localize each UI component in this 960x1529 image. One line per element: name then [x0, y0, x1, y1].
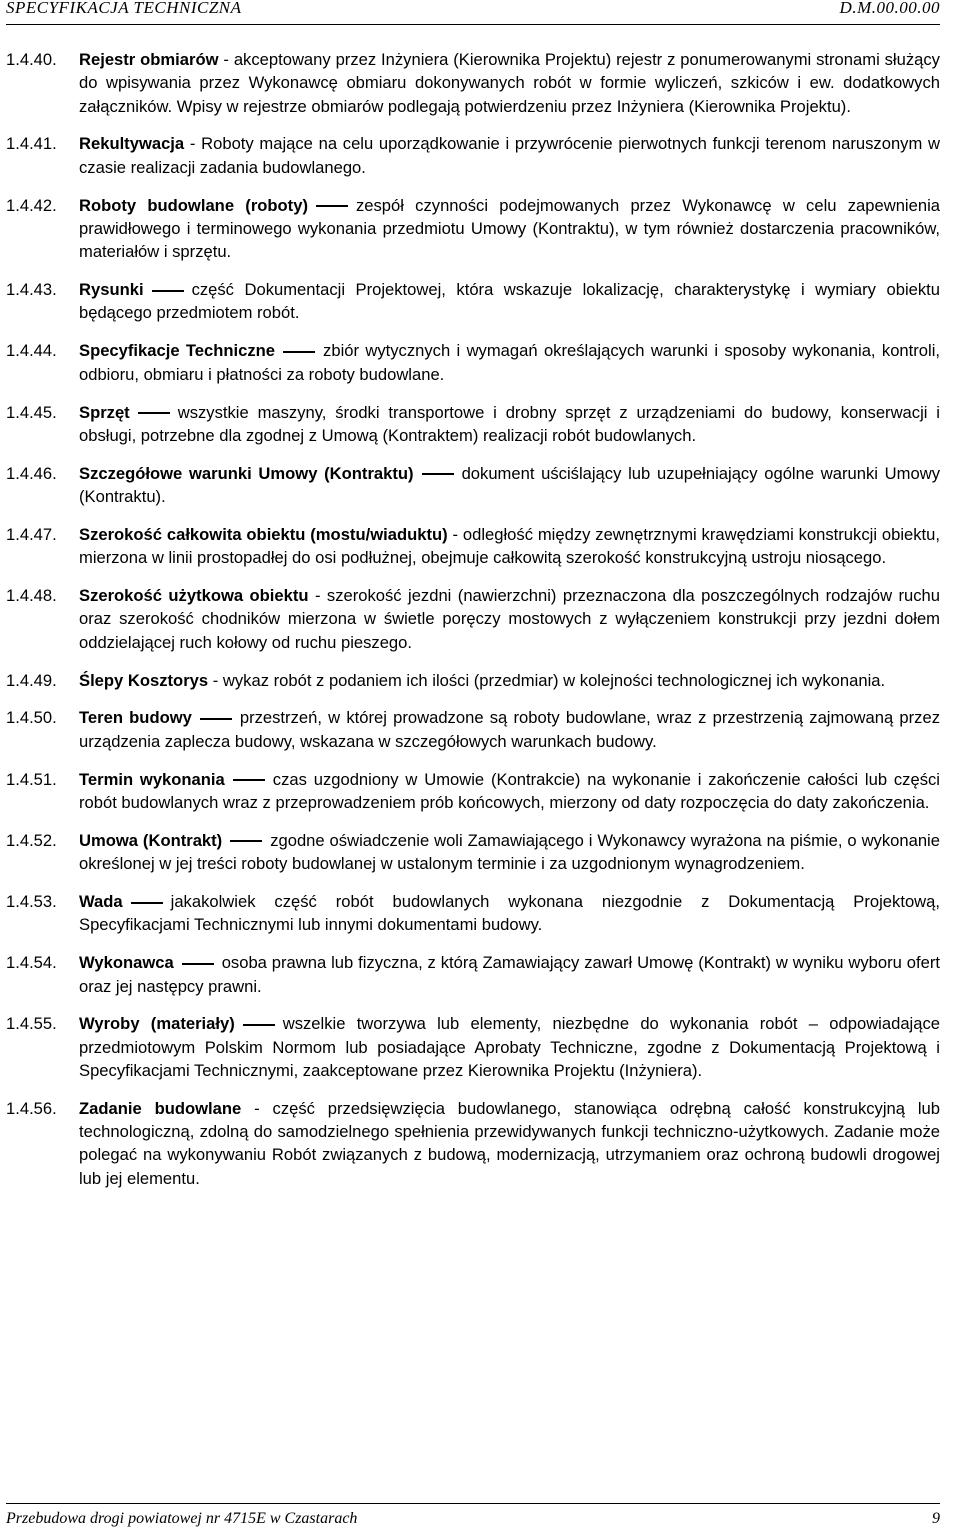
definition-term: Zadanie budowlane — [79, 1098, 242, 1118]
definition-number: 1.4.50. — [6, 708, 57, 728]
em-dash-separator — [138, 412, 170, 414]
hyphen-separator: - — [189, 134, 196, 154]
definition-number: 1.4.40. — [6, 50, 57, 69]
definition-text — [79, 584, 940, 654]
page-footer — [6, 1503, 940, 1527]
definition-text — [79, 401, 940, 448]
definition-term: Ślepy Kosztorys — [79, 670, 209, 690]
definition-body: część przedsięwzięcia budowlanego, stanowiąca odrębną całość konstrukcyjną lub technologiczną, zdolną do samodzielnego spełnienia przewidywanych funkcji techniczno-użytkowych. Zadanie może polegać na wykonywaniu Robót związanych z budową, modernizacją, utrzymaniem oraz ochroną budowli drogowej lub jej elementu. — [79, 1098, 940, 1188]
definition-text — [79, 462, 940, 509]
definition-number: 1.4.45. — [6, 402, 57, 422]
definition-body: jakakolwiek część robót budowlanych wykonana niezgodnie z Dokumentacją Projektową, Specyfikacjami Technicznymi lub innymi dokumentami budowy. — [79, 892, 940, 935]
definition-number: 1.4.56. — [6, 1098, 57, 1118]
definition-term: Wykonawca — [79, 953, 174, 973]
definition-body: część Dokumentacji Projektowej, która wskazuje lokalizację, charakterystykę i wymiary obiektu będącego przedmiotem robót. — [79, 280, 940, 323]
definition-body: przestrzeń, w której prowadzone są roboty budowlane, wraz z przestrzenią zajmowaną przez urządzenia zaplecza budowy, wskazana w szczegółowych warunkach budowy. — [79, 708, 940, 751]
em-dash-separator — [422, 473, 454, 475]
definition-term: Szerokość użytkowa obiektu — [79, 586, 309, 606]
definition-body: zespół czynności podejmowanych przez Wykonawcę w celu zapewnienia prawidłowego i terminowego wykonania przedmiotu Umowy (Kontraktu), w tym również dostarczenia pracowników, materiałów i sprzętu. — [79, 195, 940, 262]
hyphen-separator: - — [254, 1098, 260, 1118]
definition-item — [6, 1097, 940, 1190]
hyphen-separator: - — [212, 670, 219, 690]
em-dash-separator — [152, 290, 184, 292]
definition-number: 1.4.55. — [6, 1014, 57, 1034]
hyphen-separator: - — [452, 524, 459, 544]
definition-item — [6, 194, 940, 264]
definition-item — [6, 829, 940, 876]
definition-term: Rysunki — [79, 280, 144, 300]
em-dash-separator — [230, 840, 262, 842]
definition-term: Termin wykonania — [79, 769, 225, 789]
definition-item — [6, 584, 940, 654]
definition-term: Szerokość całkowita obiektu (mostu/wiaduktu) — [79, 524, 448, 544]
definition-body: czas uzgodniony w Umowie (Kontrakcie) na wykonanie i zakończenie całości lub części robót budowlanych wraz z przeprowadzeniem prób końcowych, mierzony od daty rozpoczęcia do daty zakończenia. — [79, 769, 940, 812]
em-dash-separator — [316, 205, 348, 207]
definition-term: Wyroby (materiały) — [79, 1014, 235, 1034]
em-dash-separator — [131, 902, 163, 904]
definition-term: Wada — [79, 892, 123, 912]
definition-text — [79, 278, 940, 325]
definition-item — [6, 951, 940, 998]
definition-item — [6, 401, 940, 448]
header-title: SPECYFIKACJA TECHNICZNA — [6, 0, 242, 17]
definition-term: Roboty budowlane (roboty) — [79, 195, 308, 215]
definition-number: 1.4.43. — [6, 280, 57, 300]
definition-item — [6, 768, 940, 815]
definition-text — [79, 829, 940, 876]
definition-number: 1.4.44. — [6, 341, 57, 361]
page-header — [6, 0, 940, 25]
definition-item — [6, 132, 940, 179]
em-dash-separator — [233, 779, 265, 781]
definitions-list — [6, 48, 940, 1205]
definition-text — [79, 48, 940, 118]
definition-number: 1.4.47. — [6, 524, 57, 544]
definition-body: szerokość jezdni (nawierzchni) przeznaczona dla poszczególnych rodzajów ruchu oraz szerokość chodników mierzona w świetle poręczy mostowych z wyłączeniem konstrukcji przy jezdni dołem oddzielającej ruch kołowy od ruchu pieszego. — [79, 586, 940, 652]
definition-term: Rejestr obmiarów — [79, 50, 219, 69]
definition-number: 1.4.48. — [6, 586, 57, 606]
em-dash-separator — [243, 1024, 275, 1026]
definition-body: zbiór wytycznych i wymagań określających warunki i sposoby wykonania, kontroli, odbioru, obmiaru i płatności za roboty budowlane. — [79, 341, 940, 384]
definition-term: Specyfikacje Techniczne — [79, 341, 276, 361]
definition-text — [79, 706, 940, 753]
hyphen-separator: - — [314, 586, 321, 606]
definition-item — [6, 462, 940, 509]
definition-item — [6, 669, 940, 692]
definition-text — [79, 523, 940, 570]
definition-number: 1.4.53. — [6, 892, 57, 912]
em-dash-separator — [182, 963, 214, 965]
definition-item — [6, 890, 940, 937]
definition-body: wykaz robót z podaniem ich ilości (przedmiar) w kolejności technologicznej ich wykonania. — [222, 670, 886, 690]
definition-body: wszystkie maszyny, środki transportowe i drobny sprzęt z urządzeniami do budowy, konserwacji i obsługi, potrzebne dla zgodnej z Umową (Kontraktem) realizacji robót budowlanych. — [79, 402, 940, 445]
definition-number: 1.4.49. — [6, 670, 57, 690]
definition-number: 1.4.54. — [6, 953, 57, 973]
definition-item — [6, 1012, 940, 1082]
definition-number: 1.4.42. — [6, 195, 57, 215]
definition-term: Rekultywacja — [79, 134, 185, 154]
page-number: 9 — [932, 1510, 940, 1527]
definition-body: osoba prawna lub fizyczna, z którą Zamawiający zawarł Umowę (Kontrakt) w wyniku wyboru ofert oraz jej następcy prawni. — [79, 953, 940, 996]
footer-title: Przebudowa drogi powiatowej nr 4715E w Czastarach — [6, 1510, 358, 1527]
definition-text — [79, 768, 940, 815]
definition-body: wszelkie tworzywa lub elementy, niezbędne do wykonania robót – odpowiadające przedmiotowym Polskim Normom lub posiadające Aprobaty Techniczne, zgodne z Dokumentacją Projektową i Specyfikacjami Technicznymi, zaakceptowane przez Kierownika Projektu (Inżyniera). — [79, 1014, 940, 1080]
definition-body: dokument uściślający lub uzupełniający ogólne warunki Umowy (Kontraktu). — [79, 463, 940, 507]
definition-text — [79, 1097, 940, 1190]
definition-item — [6, 278, 940, 325]
definition-term: Teren budowy — [79, 708, 192, 728]
definition-term: Szczegółowe warunki Umowy (Kontraktu) — [79, 463, 414, 483]
definition-text — [79, 951, 940, 998]
hyphen-separator: - — [223, 50, 229, 69]
em-dash-separator — [283, 351, 315, 353]
definition-number: 1.4.51. — [6, 769, 57, 789]
definition-item — [6, 706, 940, 753]
definition-number: 1.4.46. — [6, 463, 57, 483]
definition-text — [79, 890, 940, 937]
definition-body: Roboty mające na celu uporządkowanie i przywrócenie pierwotnych funkcji terenom naruszonym w czasie realizacji zadania budowlanego. — [79, 134, 940, 177]
definition-body: zgodne oświadczenie woli Zamawiającego i Wykonawcy wyrażona na piśmie, o wykonanie określonej w jej treści roboty budowlanej w ustalonym terminie i za uzgodnionym wynagrodzeniem. — [79, 830, 940, 874]
definition-body: akceptowany przez Inżyniera (Kierownika Projektu) rejestr z ponumerowanymi stronami służący do wpisywania przez Wykonawcę obmiaru dokonywanych robót w formie wyliczeń, szkiców i ew. dodatkowych załączników. Wpisy w rejestrze obmiarów podlegają potwierdzeniu przez Inżyniera (Kierownika Projektu). — [79, 50, 940, 116]
definition-number: 1.4.52. — [6, 830, 57, 850]
definition-body: odległość między zewnętrznymi krawędziami konstrukcji obiektu, mierzona w linii prostopadłej do osi podłużnej, obejmuje całkowitą szerokość konstrukcyjną ustroju niosącego. — [79, 524, 940, 568]
definition-item — [6, 339, 940, 386]
definition-text — [79, 194, 940, 264]
definition-text — [79, 1012, 940, 1082]
definition-text — [79, 339, 940, 386]
definition-item — [6, 48, 940, 118]
definition-number: 1.4.41. — [6, 134, 57, 154]
em-dash-separator — [200, 718, 232, 720]
definition-item — [6, 523, 940, 570]
definition-term: Umowa (Kontrakt) — [79, 830, 223, 850]
definition-term: Sprzęt — [79, 402, 130, 422]
header-code: D.M.00.00.00 — [839, 0, 940, 17]
definition-text — [79, 132, 940, 179]
definition-text — [79, 669, 940, 692]
